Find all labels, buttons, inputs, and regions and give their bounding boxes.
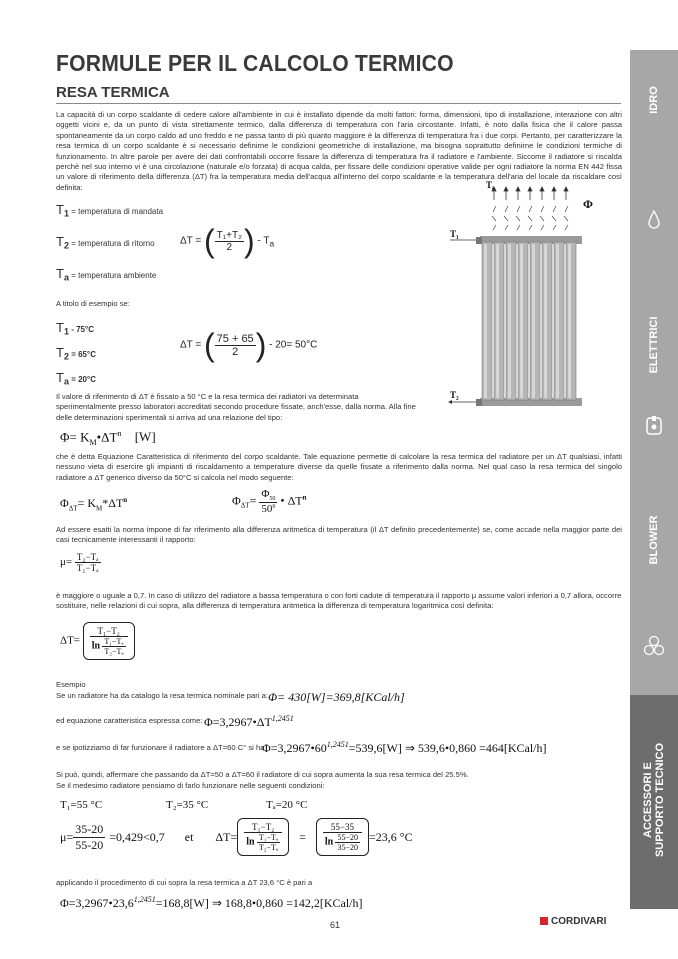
esempio-label: Esempio: [56, 680, 86, 689]
radiator-diagram: [446, 180, 596, 416]
diagram-ta-label: Tₐ: [486, 180, 495, 190]
page-title: FORMULE PER IL CALCOLO TERMICO: [56, 50, 454, 76]
diagram-t1-label: T₁: [450, 229, 459, 239]
definition-t2: $T_2$ = temperatura di ritorno: [56, 234, 155, 251]
esempio-line-1: Se un radiatore ha da catalogo la resa termica nominale pari a:: [56, 691, 268, 700]
tab-idro[interactable]: IDRO: [630, 50, 678, 267]
paragraph-arithmetic-note: Ad essere esatti la norma impone di far riferimento alla differenza aritmetica di temperatura (il ΔT definito precedentemente) se, come accade nella maggior parte dei casi tecnicamente interessanti il rapporto:: [56, 525, 622, 545]
section-subtitle: RESA TERMICA: [56, 84, 170, 101]
intro-paragraph: La capacità di un corpo scaldante di cedere calore all'ambiente in cui è installato dipende da molti fattori: forma, dimensioni, tipo di installazione, interazione con altri oggetti vicini e, da un punto di vista strettamente termico, dalla differenza di temperatura con l'aria circostante. Infatti, è noto dalla fisica che il calore passa spontaneamente da un corpo caldo ad uno freddo e ne passa tanto di più quanto maggiore è la differenza di temperatura fra i due corpi. Pertanto, per caratterizzare la resa termica di un corpo scaldante è si necessario definirne le condizioni geometriche di installazione, ma bisogna soprattutto definirne le condizioni termiche di funzionamento. In altre parole per avere dei dati confrontabili occorre fissare la differenza di temperatura fra il radiatore e l'ambiente. Siccome il radiatore si riscalda perchè nel suo interno vi è una circolazione (naturale e/o forzata) di acqua calda, per fissare delle condizioni operative valide per ogni radiatore la norma EN 442 fissa un valore di riferimento della differenza (ΔT) fra la temperatura media dell'acqua all'interno del corpo scaldante e la temperatura dell'aria del locale da riscaldare così definita:: [56, 110, 622, 192]
brand-logo: CORDIVARI: [540, 916, 606, 927]
formula-log-delta-t: ΔT= T₁−T₂ ln $\frac{\text{T₁−Tₐ}}{\text{T₂−Tₐ}}$: [60, 622, 135, 660]
example-ta: $T_a = 20^\circ C$: [56, 370, 96, 387]
condition-t2: T₂=35 °C: [166, 799, 209, 811]
formula-delta-t-definition: ΔT = ( $\frac{\text{T₁+T₂}}{2}$ ) - $T_a$: [180, 223, 275, 259]
definition-ta: $T_a$ = temperatura ambiente: [56, 266, 157, 283]
diagram-phi-label: Φ: [583, 197, 593, 211]
condition-t1: T₁=55 °C: [60, 799, 103, 811]
diagram-t2-label: T₂: [450, 390, 459, 400]
paragraph-applying: applicando il procedimento di cui sopra la resa termica a ΔT 23,6 °C è pari a: [56, 878, 313, 887]
formula-characteristic: $\Phi= K_M•\Delta T^n$ [W]: [60, 429, 156, 447]
formula-delta-t-example: ΔT = ( $\frac{75 + 65}{2}$ ) - 20= 50°C: [180, 327, 318, 363]
formula-example-calculation: μ= $\frac{35-20}{55-20}$ =0,429<0,7 et ΔT= T₁−T₂ ln $\frac{\text{T₁−Tₐ}}{\text{T₂−Tₐ}}$ = 55−35 ln $\frac{55-20}{35-20}$ =23,6 °C: [60, 818, 413, 856]
esempio-line-2: ed equazione caratteristica espressa come:: [56, 716, 203, 725]
tab-accessori-supporto-tecnico[interactable]: ACCESSORI E SUPPORTO TECNICO: [630, 695, 678, 911]
paragraph-reference: Il valore di riferimento di ΔT è fissato a 50 °C e la resa termica dei radiatori va determinata sperimentalmente presso laboratori accreditati secondo procedure fissate, anch'esse, dalla norma. Alla fine delle determinazioni sperimentali si arriva ad una relazione del tipo:: [56, 392, 416, 422]
paragraph-increase: Si può, quindi, affermare che passando da ΔT=50 a ΔT=60 il radiatore di cui sopra aumenta la sua resa termica del 25.5%.: [56, 770, 469, 779]
esempio-formula-3: $\Phi=3,2967•60^{1,2451}=539,6[W]$ ⇒ 539,6•0,860 =464[KCal/h]: [262, 740, 547, 755]
example-t1: $T_1 - 75^\circ C$: [56, 320, 94, 337]
example-intro: A titolo di esempio se:: [56, 299, 130, 308]
heat-arrows: [492, 187, 568, 200]
tab-elettrici[interactable]: ELETTRICI: [630, 265, 678, 482]
definition-t1: $T_1$ = temperatura di mandata: [56, 202, 164, 219]
formula-phi-delta-t-right: $\Phi_{\Delta T}=$ $\frac{\Phi_{50}}{50^n}$ • $\Delta T^n$: [232, 488, 307, 516]
brand-mark-icon: [540, 917, 548, 925]
subtitle-divider: [56, 103, 621, 104]
category-sidebar: [630, 50, 678, 909]
plug-icon: [645, 415, 663, 437]
paragraph-characteristic-equation: che è detta Equazione Caratteristica di riferimento del corpo scaldante. Tale equazione permette di calcolare la resa termica del radiatore per un ΔT qualsiasi, infatti nessuno vieta di esercire gli impianti di riscaldamento a temperature diverse da quelle fissate a riferimento dalla norma. Nel qual caso la resa termica del singolo radiatore a ΔT generico diverso da 50°C si calcola nel modo seguente:: [56, 452, 622, 482]
esempio-formula-1: Φ= 430[W]=369,8[KCal/h]: [268, 690, 405, 704]
page-number: 61: [330, 920, 341, 930]
condition-ta: Tₐ=20 °C: [266, 799, 308, 811]
example-t2: $T_2 = 65^\circ C$: [56, 345, 96, 362]
formula-final-result: $\Phi=3,2967•23,6^{1,2451}=168,8[W]$ ⇒ 168,8•0,860 =142,2[KCal/h]: [60, 895, 363, 910]
water-drop-icon: [647, 210, 661, 230]
formula-phi-delta-t-left: $\Phi_{\Delta T}= K_M*\Delta T^n$: [60, 496, 128, 513]
formula-mu-ratio: μ= $\frac{\text{T₂−Tₐ}}{\text{T₁−Tₐ}}$: [60, 552, 99, 573]
paragraph-conditions: Se il medesimo radiatore pensiamo di farlo funzionare nelle seguenti condizioni:: [56, 781, 325, 790]
paragraph-logarithmic-note: è maggiore o uguale a 0,7. In caso di utilizzo del radiatore a bassa temperatura o con forti cadute di temperatura il rapporto μ assume valori inferiori a 0,7 allora, occorre sostituire, nelle relazioni di cui sopra, alla differenza di temperatura aritmetica la differenza di temperatura logaritmica così definita:: [56, 591, 622, 611]
esempio-line-3: e se ipotizziamo di far funzionare il radiatore a ΔT=60 C° si ha: [56, 743, 265, 752]
fan-icon: [643, 635, 665, 657]
esempio-formula-2: $\Phi=3,2967•\Delta T^{1,2451}$: [204, 714, 294, 729]
tab-blower[interactable]: BLOWER: [630, 480, 678, 697]
